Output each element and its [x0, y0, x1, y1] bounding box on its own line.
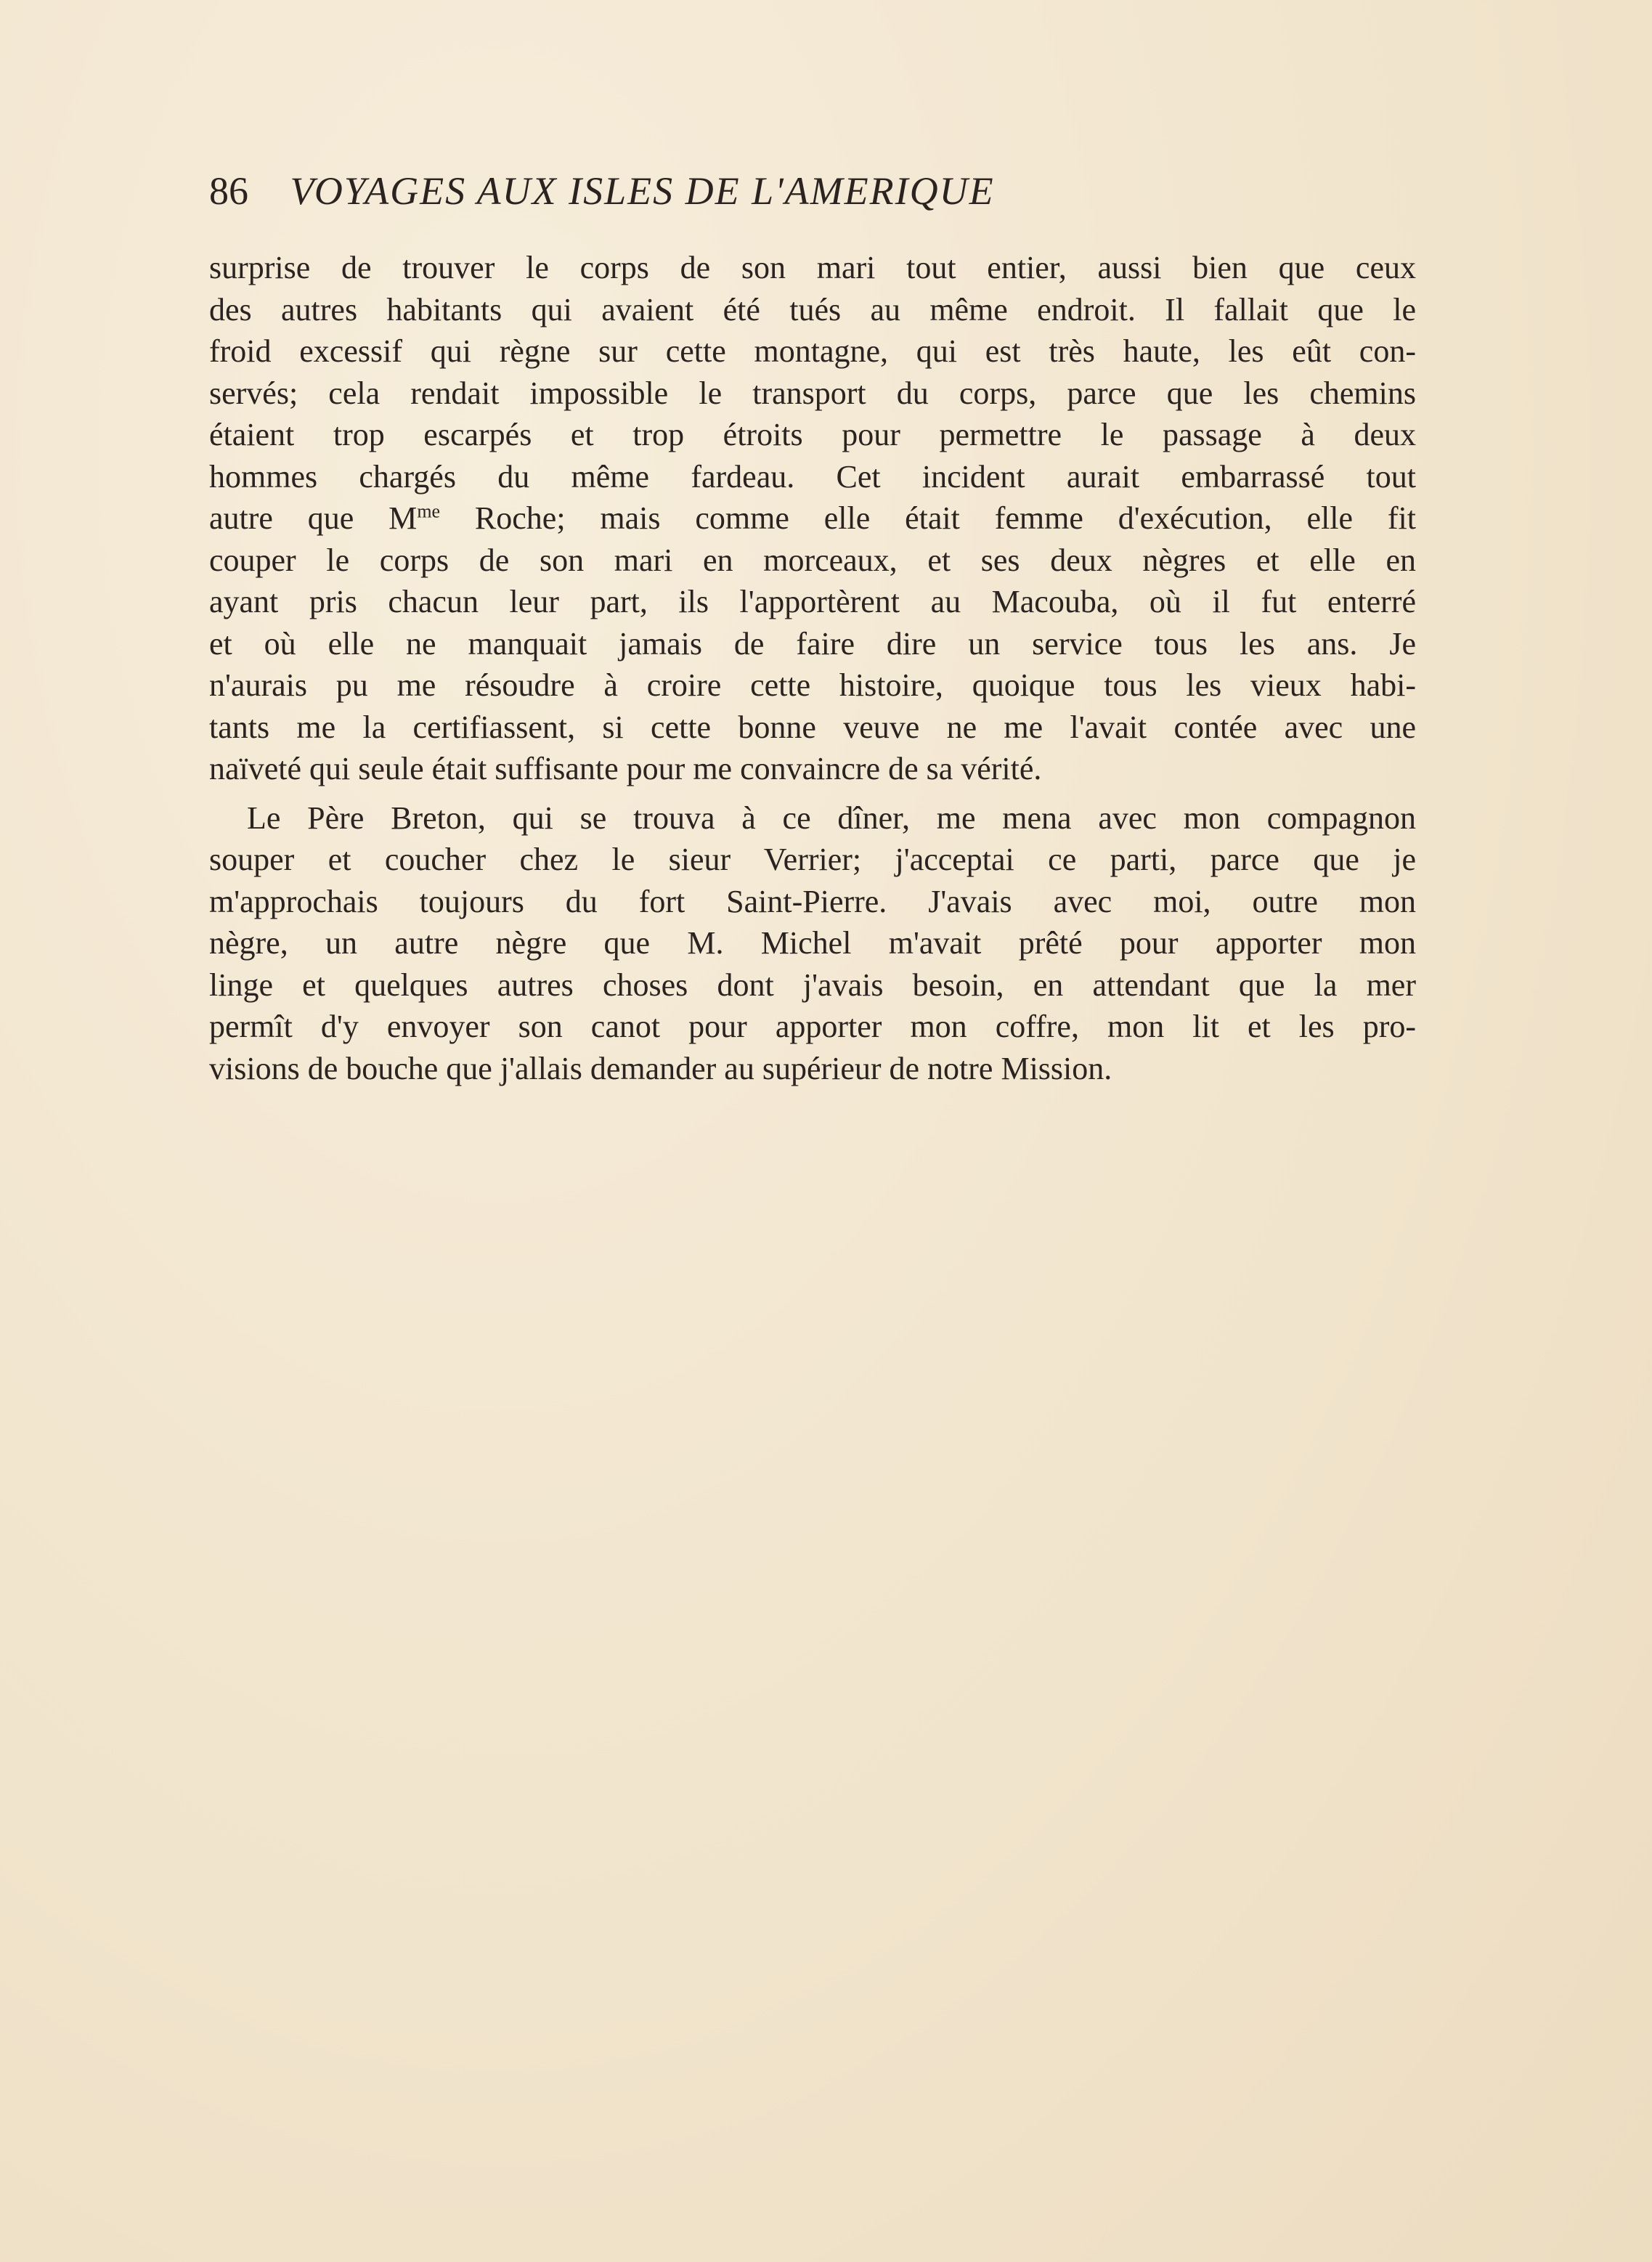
text-line: froid excessif qui règne sur cette montagne, qui est très haute, les eût con- — [209, 333, 1416, 369]
text-line: surprise de trouver le corps de son mari tout entier, aussi bien que ceux — [209, 250, 1416, 285]
running-header — [209, 168, 995, 213]
body-text — [209, 247, 1416, 1089]
text-line: servés; cela rendait impossible le transport du corps, parce que les chemins — [209, 375, 1416, 411]
text-line: Le Père Breton, qui se trouva à ce dîner, me mena avec mon compagnon — [247, 800, 1416, 836]
text-line: souper et coucher chez le sieur Verrier; j'acceptai ce parti, parce que je — [209, 842, 1416, 877]
text-line: permît d'y envoyer son canot pour apporter mon coffre, mon lit et les pro- — [209, 1009, 1416, 1044]
text-line: naïveté qui seule était suffisante pour me convaincre de sa vérité. — [209, 751, 1042, 786]
text-line: ayant pris chacun leur part, ils l'apportèrent au Macouba, où il fut enterré — [209, 584, 1416, 619]
text-line: tants me la certifiassent, si cette bonne veuve ne me l'avait contée avec une — [209, 709, 1416, 745]
text-line: couper le corps de son mari en morceaux, et ses deux nègres et elle en — [209, 542, 1416, 578]
text-line: hommes chargés du même fardeau. Cet incident aurait embarrassé tout — [209, 458, 1416, 495]
running-title: VOYAGES AUX ISLES DE L'AMERIQUE — [290, 169, 995, 213]
text-line: des autres habitants qui avaient été tués au même endroit. Il fallait que le — [209, 291, 1416, 327]
text-line: m'approchais toujours du fort Saint-Pierre. J'avais avec moi, outre mon — [209, 883, 1416, 919]
text-line: autre que $M^{me}$ Roche; mais comme elle était femme d'exécution, elle fit — [209, 500, 1417, 536]
text-line: linge et quelques autres choses dont j'avais besoin, en attendant que la mer — [209, 967, 1416, 1003]
text-line: visions de bouche que j'allais demander au supérieur de notre Mission. — [209, 1050, 1112, 1086]
text-line: nègre, un autre nègre que M. Michel m'avait prêté pour apporter mon — [209, 925, 1416, 961]
text-line: étaient trop escarpés et trop étroits pour permettre le passage à deux — [209, 417, 1416, 452]
paragraph — [209, 797, 1416, 1090]
text-line: n'aurais pu me résoudre à croire cette histoire, quoique tous les vieux habi- — [209, 667, 1416, 703]
paragraph — [209, 247, 1416, 790]
text-line: et où elle ne manquait jamais de faire dire un service tous les ans. Je — [209, 625, 1416, 662]
page-number: 86 — [209, 169, 248, 213]
